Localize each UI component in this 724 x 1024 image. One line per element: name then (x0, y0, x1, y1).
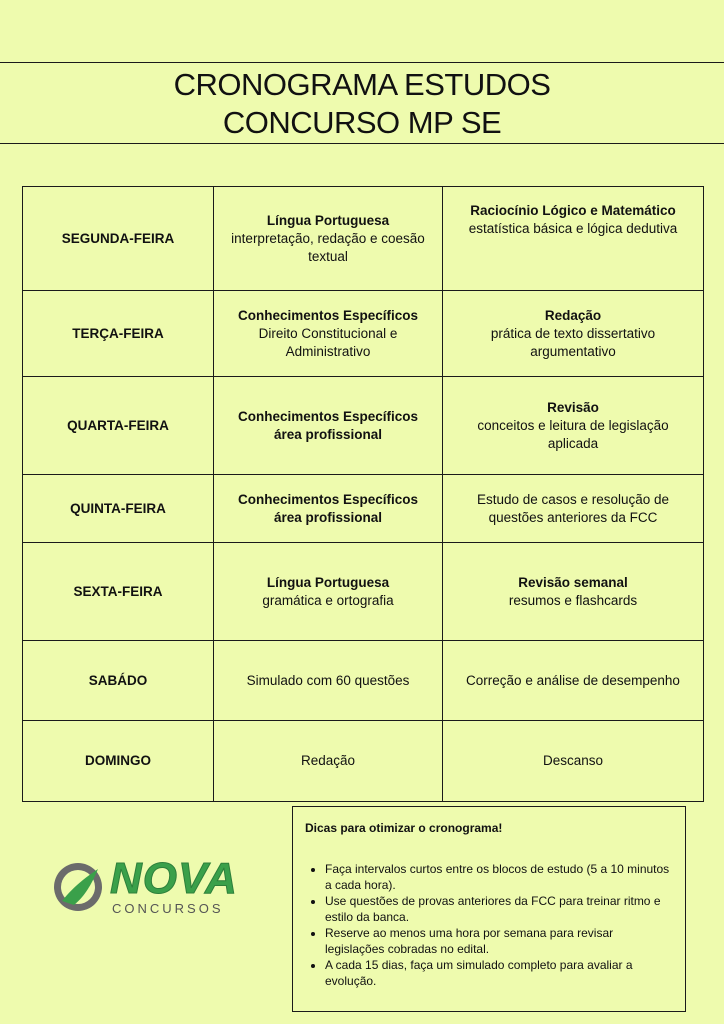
subject-cell (214, 475, 443, 543)
day-cell: QUARTA-FEIRA (23, 377, 214, 475)
subject-cell (214, 641, 443, 721)
subject-title: Raciocínio Lógico e Matemático (470, 203, 676, 218)
header-bottom-rule (0, 143, 724, 144)
title-line-1: CRONOGRAMA ESTUDOS (173, 67, 551, 102)
nova-concursos-logo (52, 854, 242, 921)
subject-title: Conhecimentos Específicos área profissional (237, 408, 419, 442)
subject-cell (443, 543, 704, 641)
day-cell: DOMINGO (23, 721, 214, 802)
subject-detail: prática de texto dissertativo argumentativo (490, 325, 656, 359)
table-row (23, 291, 704, 377)
subject-detail: Simulado com 60 questões (246, 672, 410, 688)
list-item: • A cada 15 dias, faça um simulado completo para avaliar a evolução. (325, 957, 673, 989)
subject-detail: estatística básica e lógica dedutiva (468, 221, 678, 236)
list-item: • Use questões de provas anteriores da FCC para treinar ritmo e estilo da banca. (325, 893, 673, 925)
table-row (23, 641, 704, 721)
subject-detail: interpretação, redação e coesão textual (231, 230, 425, 264)
subject-detail: Descanso (542, 753, 604, 768)
subject-detail: resumos e flashcards (508, 592, 638, 608)
table-row (23, 475, 704, 543)
subject-detail: gramática e ortografia (262, 592, 394, 608)
table-row (23, 187, 704, 291)
list-item: • Reserve ao menos uma hora por semana para revisar legislações cobradas no edital. (325, 925, 673, 957)
subject-cell (214, 543, 443, 641)
subject-detail: Estudo de casos e resolução de questões anteriores da FCC (476, 491, 670, 525)
day-cell: SEGUNDA-FEIRA (23, 187, 214, 291)
subject-title: Redação (544, 307, 602, 323)
subject-title: Língua Portuguesa (266, 212, 390, 228)
day-cell: SABÁDO (23, 641, 214, 721)
subject-title: Conhecimentos Específicos área profissional (237, 491, 419, 525)
tips-list (305, 861, 673, 989)
header-top-rule (0, 62, 724, 63)
subject-cell (214, 377, 443, 475)
subject-title: Revisão semanal (518, 574, 628, 590)
subject-cell (214, 291, 443, 377)
subject-title: Conhecimentos Específicos (237, 307, 419, 323)
tips-title: Dicas para otimizar o cronograma! (305, 821, 503, 835)
subject-detail: Direito Constitucional e Administrativo (258, 325, 398, 359)
table-row (23, 543, 704, 641)
subject-cell (443, 641, 704, 721)
table-row (23, 721, 704, 802)
page-title (0, 66, 724, 142)
logo-subtitle: CONCURSOS (112, 901, 224, 916)
subject-cell (214, 187, 443, 291)
title-line-2: CONCURSO MP SE (222, 105, 502, 140)
subject-cell (443, 187, 704, 291)
day-cell: SEXTA-FEIRA (23, 543, 214, 641)
day-cell: TERÇA-FEIRA (23, 291, 214, 377)
subject-detail: Correção e análise de desempenho (466, 672, 680, 688)
subject-cell (443, 475, 704, 543)
tips-box (292, 806, 686, 1012)
subject-title: Língua Portuguesa (266, 574, 390, 590)
subject-detail: Redação (300, 753, 356, 768)
list-item: • Faça intervalos curtos entre os blocos de estudo (5 a 10 minutos a cada hora). (325, 861, 673, 893)
table-row (23, 377, 704, 475)
subject-cell (443, 721, 704, 802)
subject-cell (443, 377, 704, 475)
subject-title: Revisão (547, 399, 599, 415)
schedule-table (22, 186, 704, 802)
logo-wordmark: NOVA (110, 854, 238, 903)
subject-cell (443, 291, 704, 377)
logo-emblem-icon (52, 861, 108, 913)
subject-detail: conceitos e leitura de legislação aplicada (477, 417, 669, 451)
subject-cell (214, 721, 443, 802)
day-cell: QUINTA-FEIRA (23, 475, 214, 543)
